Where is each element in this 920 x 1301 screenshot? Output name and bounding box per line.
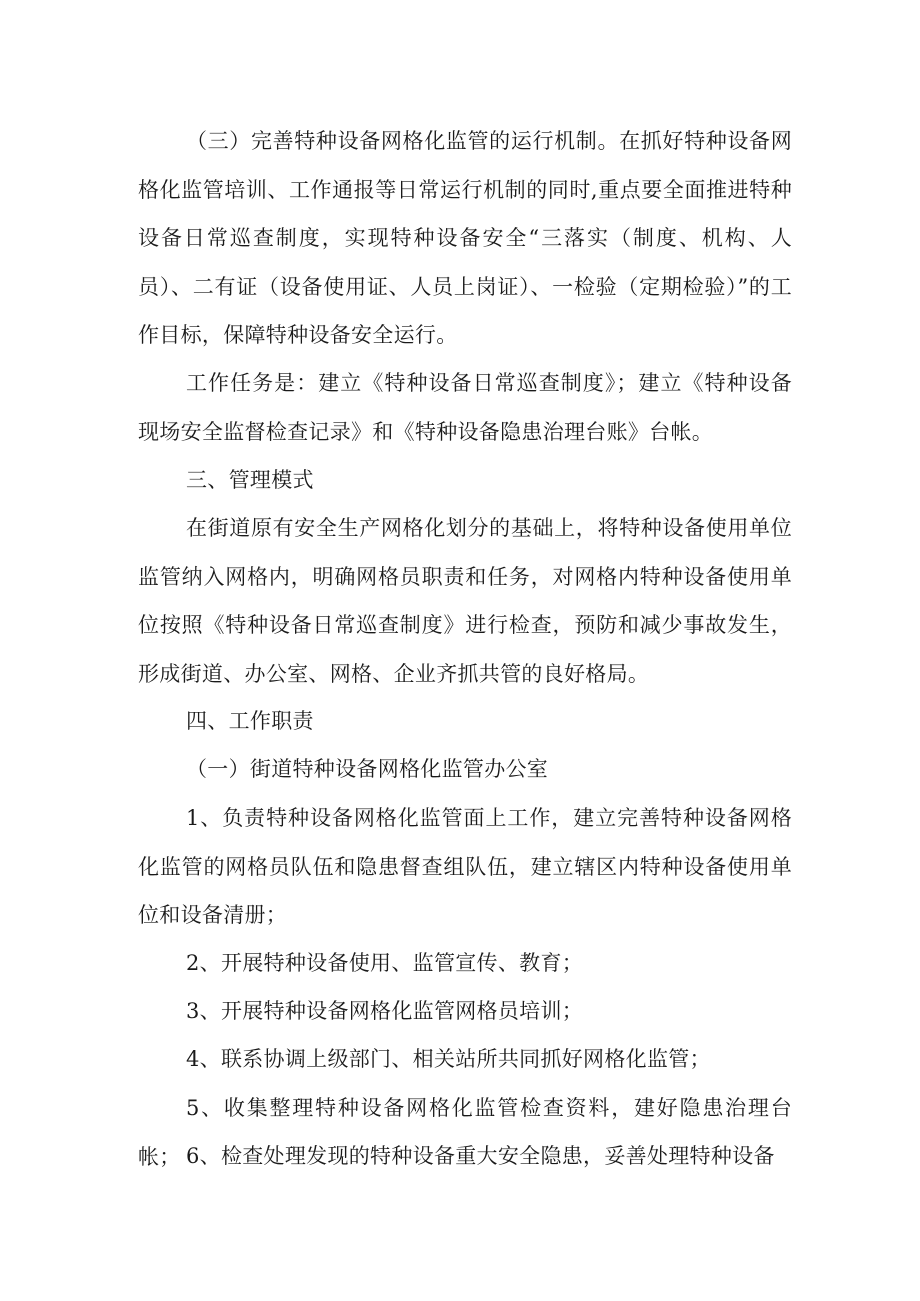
duty-item-3: 3、开展特种设备网格化监管网格员培训； xyxy=(186,999,584,1023)
duty-item-2: 2、开展特种设备使用、监管宣传、教育； xyxy=(186,951,584,975)
duty-item-5: 5、收集整理特种设备网格化监管检查资料，建好隐患治理台帐； xyxy=(138,1096,792,1169)
subsection-heading-grid-office: （一）街道特种设备网格化监管办公室 xyxy=(186,757,549,781)
paragraph-work-tasks: 工作任务是：建立《特种设备日常巡查制度》；建立《特种设备现场安全监督检查记录》和《特种设备隐患治理台账》台帐。 xyxy=(138,371,792,444)
duty-item-4: 4、联系协调上级部门、相关站所共同抓好网格化监管； xyxy=(186,1047,711,1071)
paragraph-operation-mechanism: （三）完善特种设备网格化监管的运行机制。在抓好特种设备网格化监管培训、工作通报等日常运行机制的同时,重点要全面推进特种设备日常巡查制度，实现特种设备安全“三落实（制度、机构、人员）、二有证（设备使用证、人员上岗证）、一检验（定期检验）”的工作目标，保障特种设备安全运行。 xyxy=(138,129,792,347)
paragraph-management-mode: 在街道原有安全生产网格化划分的基础上，将特种设备使用单位监管纳入网格内，明确网格员职责和任务，对网格内特种设备使用单位按照《特种设备日常巡查制度》进行检查，预防和减少事故发生，形成街道、办公室、网格、企业齐抓共管的良好格局。 xyxy=(138,516,792,686)
duty-item-1: 1、负责特种设备网格化监管面上工作，建立完善特种设备网格化监管的网格员队伍和隐患督查组队伍，建立辖区内特种设备使用单位和设备清册； xyxy=(138,806,792,927)
duty-item-6: 6、检查处理发现的特种设备重大安全隐患，妥善处理特种设备 xyxy=(186,1144,775,1168)
section-heading-work-duties: 四、工作职责 xyxy=(186,709,314,733)
section-heading-management-mode: 三、管理模式 xyxy=(186,468,314,492)
